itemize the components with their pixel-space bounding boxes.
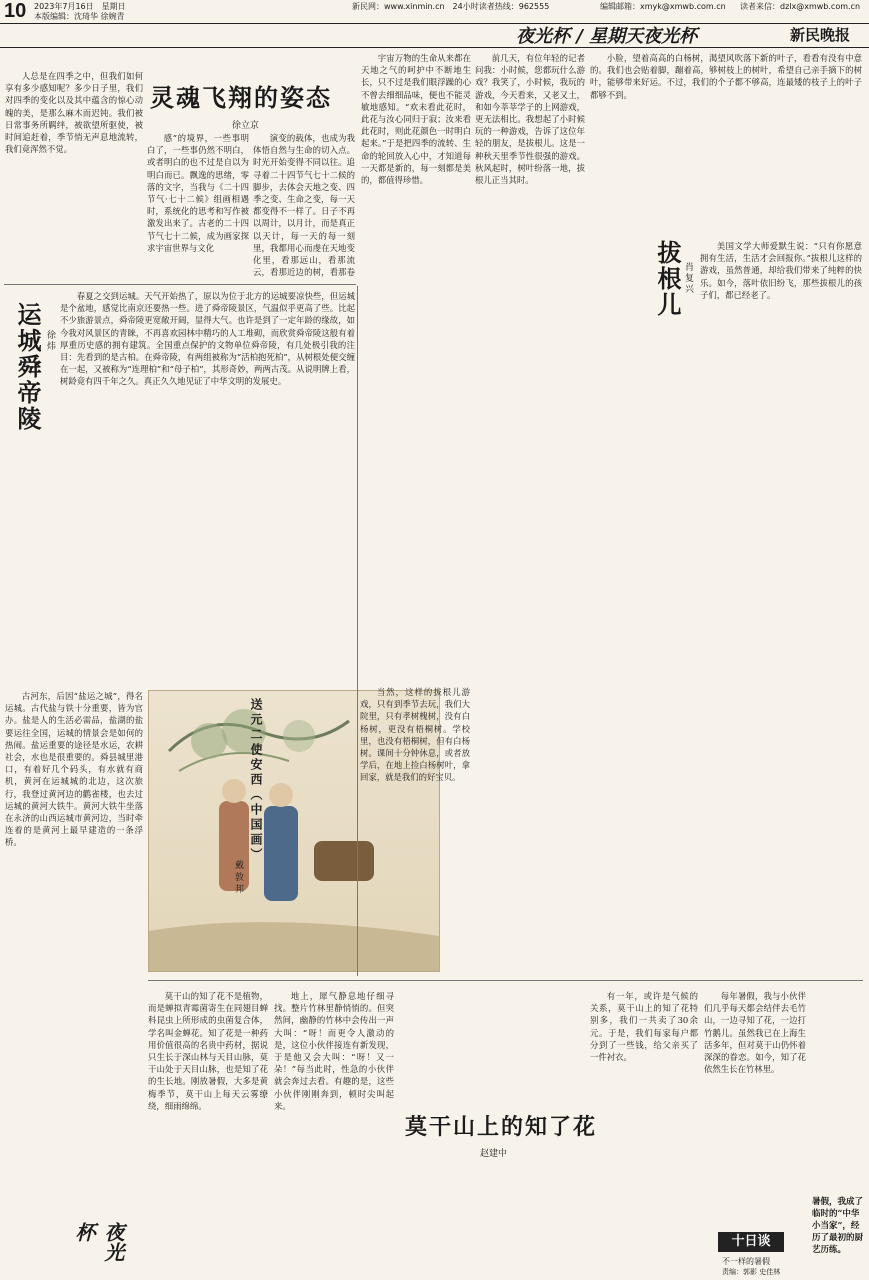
article3-col3: 美国文学大师爱默生说：“只有你愿意拥有生活，生活才会回报你。”拔根儿这样的游戏，虽然普通，却给我们带来了纯粹的快乐。如今，落叶依旧纷飞，那些拔根儿的孩子们，都已经老了。 [700,241,862,300]
painting-caption: 送元二使安西（中国画） [249,698,263,863]
painting-painter: 戴敦邦 [233,860,243,896]
page-number: 10 [4,0,27,22]
section-title: 夜光杯 / 星期天夜光杯 [516,26,698,47]
article1-title: 灵魂飞翔的姿态 [150,83,332,112]
sidebar-label-badge: 十日谈 [718,1232,784,1252]
article1-col1: 人总是在四季之中，但我们如何享有多少感知呢？多少日子里，我们对四季的变化以及其中蕴含的惊心动魄的美，是那么麻木而迟钝。我们被日常事务所羁绊，被欲望所驱使，被时间追赶着，季节悄无声息地流转，我们竟浑然不觉。 [5,71,143,155]
article3-title: 拔根儿 [653,240,681,318]
header-rule-2 [0,47,869,48]
footer-brand-logo: 夜光杯 [72,1222,125,1262]
article4-col2: 地上，犀气静息地仔细寻找。整片竹林里静悄悄的。但突然间，幽静的竹林中会传出一声大叫：“呀！而更令人激动的是，这位小伙伴接连有新发现，于是他又会大叫：“呀！又一朵！”每当此时，性急的小伙伴就会奔过去看。有趣的是，这些小伙伴刚刚奔到，顿时尖叫起来。 [274,991,394,1111]
article4-author: 赵建中 [480,1149,508,1159]
paper-name: 新民晚报 [790,26,851,44]
divider-v1 [357,286,358,976]
sidebar-credit: 责编：郭影 史佳林 [722,1268,781,1276]
article4-title: 莫干山上的知了花 [405,1114,598,1140]
article2-col2: 古河东，后因“盐运之城”，得名运城。古代盐与铁十分重要，皆为官办。盐是人的生活必需品，盐湖的盐要运往全国，运城的情景会是如何的热闹。盐运重要的途径是水运，农耕社会，水也是很重要的。舜县城里港口，有着好几个码头，有水就有商机，黄河在运城城的北边，这次旅行，我登过黄河边的鹳雀楼，也去过运城的黄河大铁牛。黄河大铁牛坐落在永济的山西运城市黄河边，当时牵连着的是黄河上最早建造的一条浮桥。 [5,691,143,848]
divider-a1 [4,284,356,285]
sidebar-note: 暑假，我成了临时的“中华小当家”，经历了最初的厨艺历练。 [812,1197,864,1255]
article1-col2: 感”的境界，一些事明白了，一些事仍然不明白，或者明白的也不过是自以为明白而已。飘逸的思绪，零落的文字，当我与《二十四节气·七十二候》组画相遇时，系统化的思考和写作被激发出来了。古老的二十四节气七十二候，成为画家探求宇宙世界与文化 [147,133,249,253]
editor-email: 编辑邮箱：xmyk@xmwb.com.cn [600,2,726,11]
article4-col1: 莫干山的知了花不是植物，而是蝉拟青霉菌寄生在同翅目蝉科昆虫上所形成的虫菌复合体，学名叫金蝉花。知了花是一种药用价值很高的名贵中药材，据说只生长于深山林与天目山脉，莫干山处于天目山脉，也是知了花的生长地。刚放暑假，大多是黄梅季节，莫干山上每天云雾缭绕，细雨绵绵。 [148,991,268,1111]
website-line: 新民网：www.xinmin.cn 24小时读者热线：962555 [352,2,550,11]
divider-a4 [148,980,863,981]
article3-author: 肖复兴 [683,262,693,295]
article2-title: 运城舜帝陵 [13,302,41,432]
article2-col1: 春夏之交到运城。天气开始热了，原以为位于北方的运城要凉快些，但运城是个盆地，感觉比南京还要热一些。进了舜帝陵景区，气温似乎更高了些。比起不少旅游景点，舜帝陵更宽敞开阔，显得大气。也许是到了一定年龄的缘故，如今我对风景区的青睐，不再喜欢园林中精巧的人工堆砌，而欣赏舜帝陵这般有着厚重历史感的拥有建筑。全国重点保护的文物单位舜帝陵，有几处极引我的注目：先看到的是古柏。在舜帝陵，有两组被称为“活柏抱死柏”，从树根处便交缠在一起，又被称为“连理柏”和“母子柏”，其形奇妙，两两古茂。从说明牌上看，树龄竟有四千年之久。真正久久地见证了中华文明的发展史。 [60,291,355,387]
article1-col5: 前几天，有位年轻的记者问我：小时候，您都玩什么游戏？我笑了，小时候，我玩的游戏，今天看来，又老又土，和如今莘莘学子的上网游戏，更无法相比。我想起了小时候玩的一种游戏，告诉了这位年轻的朋友，是拔根儿。这是一种秋天里季节性很强的游戏。秋风起时，树叶纷落一地，拔根儿正当其时。 [475,53,585,186]
reader-email: 读者来信：dzlx@xmwb.com.cn [740,2,861,11]
article4-col3: 有一年，或许是气候的关系，莫干山上的知了花特别多，我们一共卖了30余元。于是，我们每家每户都分到了一些钱，给父亲买了一件衬衣。 [590,991,698,1063]
sidebar-topic: 不一样的暑假 [722,1257,770,1266]
editor-line: 本版编辑：沈琦华 徐婉青 [34,12,125,21]
article1-col4: 宇宙万物的生命从来都在天地之气的呵护中不断地生长，只不过是我们眼浮躁的心不曾去细细品味，便也不能灵敏地感知。“欢未看此花时，此花与汝心同归于寂；汝来看此花时，则此花颜色一时明白起来。”于是把四季的流转、生命的轮回放入心中，才知道每一天都是新的，每一刻都是美的，都值得珍惜。 [361,53,471,186]
article2-author: 徐炜 [45,330,55,352]
issue-date: 2023年7月16日 星期日 [34,2,126,11]
article1-col3: 演变的载体，也成为我体悟自然与生命的切入点。时光开始变得不同以往。追寻着二十四节气七十二候的脚步，去体会天地之变、四季之变、生命之变，每一天都变得不一样了。日子不再以周计，以月计，而是真正以天计，每一天的每一刻里，我都用心而虔在天地变化里，看那远山，看那流云，看那近边的树，看那卷 [253,133,355,278]
article1-author: 徐立京 [232,121,260,131]
article3-col-lower-1: 当然，这样的拔根儿游戏，只有到季节去玩，我们大院里，只有孝树槐树，没有白杨树，更没有梧桐树。学校里，也没有梧桐树，但有白杨树。课间十分钟休息，或者放学后，在地上捡白杨树叶，拿回家，就是我们的好宝贝。 [360,687,470,783]
article4-col4: 每年暑假，我与小伙伴们几乎每天都会结伴去毛竹山，一边寻知了花，一边打竹鹅儿。虽然我已在上海生活多年，但对莫干山仍怀着深深的眷恋。如今，知了花依然生长在竹林里。 [704,991,806,1075]
article3-col2: 小脸，望着高高的白杨树，渴望风吹落下新的叶子，看看有没有中意的。我们也会贴着脚，蹦着高，够树枝上的树叶，希望自己亲手摘下的树叶，能够带来好运。不过，我们的个子都不够高，连最矮的枝子上的叶子都够不到。 [590,53,862,100]
